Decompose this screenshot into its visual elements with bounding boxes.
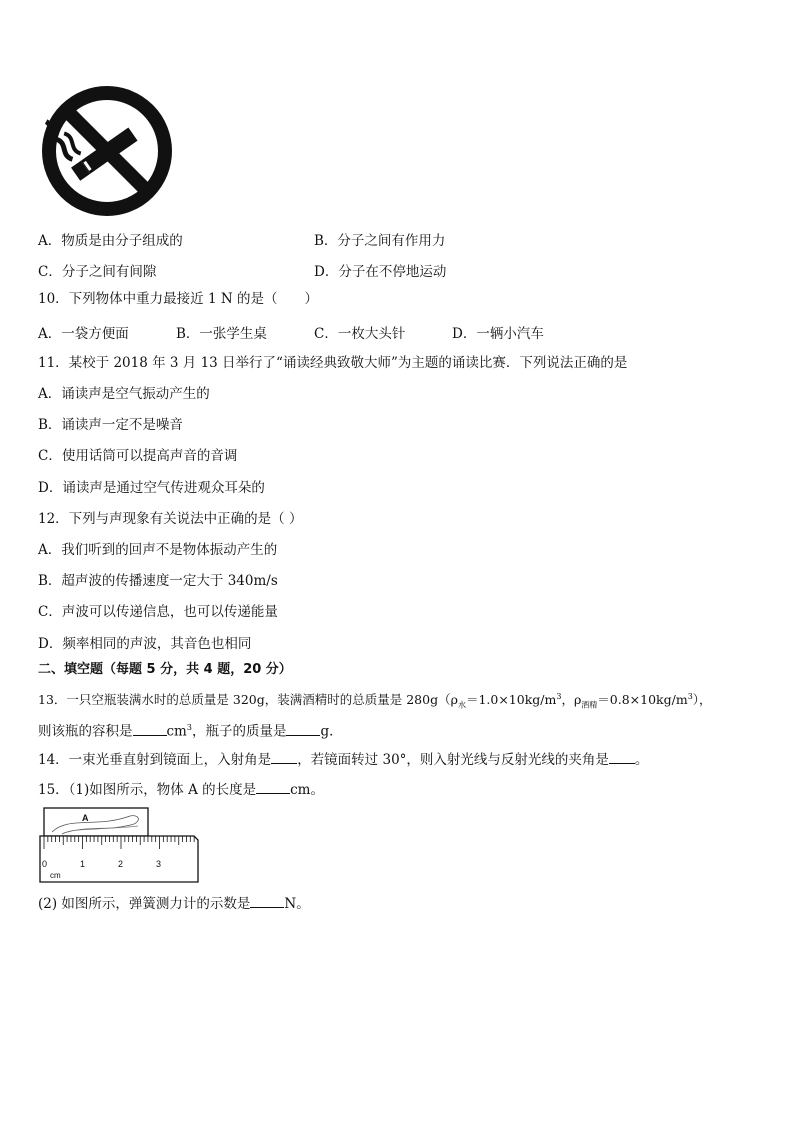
q13-blank-volume[interactable] [133,722,167,736]
q11-stem: 11．某校于 2018 年 3 月 13 日举行了“诵读经典致敬大师”为主题的诵读比赛．下列说法正确的是 [38,355,628,371]
q10-option-a: A．一袋方便面 [38,326,129,342]
no-smoking-icon [38,82,176,220]
q10-stem: 10．下列物体中重力最接近 1 N 的是（ ） [38,291,318,307]
q12-option-a: A．我们听到的回声不是物体振动产生的 [38,542,278,558]
q15-blank-length[interactable] [256,780,290,794]
tick-label-1: 1 [80,859,86,869]
q14-stem: 14．一束光垂直射到镜面上，入射角是 ，若镜面转过 30°，则入射光线与反射光线的夹角是 。 [38,752,649,768]
q9-option-a: A．物质是由分子组成的 [38,233,183,249]
tick-label-2: 2 [118,859,124,869]
q10-option-c: C．一枚大头针 [314,326,406,342]
q14-blank-angle[interactable] [271,750,297,764]
q10-option-b: B．一张学生桌 [176,326,267,342]
tick-label-3: 3 [156,859,162,869]
q14-blank-included-angle[interactable] [609,750,635,764]
q13-line2: 则该瓶的容积是 $cm^3$，瓶子的质量是 g． [38,723,343,740]
tick-label-0: 0 [42,859,48,869]
q11-option-a: A．诵读声是空气振动产生的 [38,386,210,402]
q11-option-d: D．诵读声是通过空气传进观众耳朵的 [38,480,265,496]
q9-option-d: D．分子在不停地运动 [314,264,447,280]
q15-blank-force[interactable] [250,894,284,908]
section-title: 二、填空题（每题 5 分，共 4 题，20 分） [38,662,292,677]
q15-part2: (2) 如图所示，弹簧测力计的示数是 N。 [38,896,310,912]
ruler-unit: cm [50,871,61,880]
q9-option-b: B．分子之间有作用力 [314,233,446,249]
object-a-label: A [82,813,89,823]
q9-option-c: C．分子之间有间隙 [38,264,157,280]
q11-option-b: B．诵读声一定不是噪音 [38,417,183,433]
q13-line1: 13．一只空瓶装满水时的总质量是 320g，装满酒精时的总质量是 $280g(\rho_水=1.0\times 10kg/m^3$，$\rho_{酒精}=0.8\times 10kg/m^3$）， [38,692,712,710]
q10-option-d: D．一辆小汽车 [452,326,544,342]
q12-option-d: D．频率相同的声波，其音色也相同 [38,636,252,652]
q12-option-c: C．声波可以传递信息，也可以传递能量 [38,604,278,620]
ruler-figure [38,806,200,886]
q12-stem: 12．下列与声现象有关说法中正确的是（ ） [38,511,303,527]
q12-option-b: B．超声波的传播速度一定大于 340m/s [38,573,278,589]
q13-blank-mass[interactable] [286,722,320,736]
q11-option-c: C．使用话筒可以提高声音的音调 [38,448,238,464]
q15-stem: 15．（1)如图所示，物体 A 的长度是 cm。 [38,782,324,798]
